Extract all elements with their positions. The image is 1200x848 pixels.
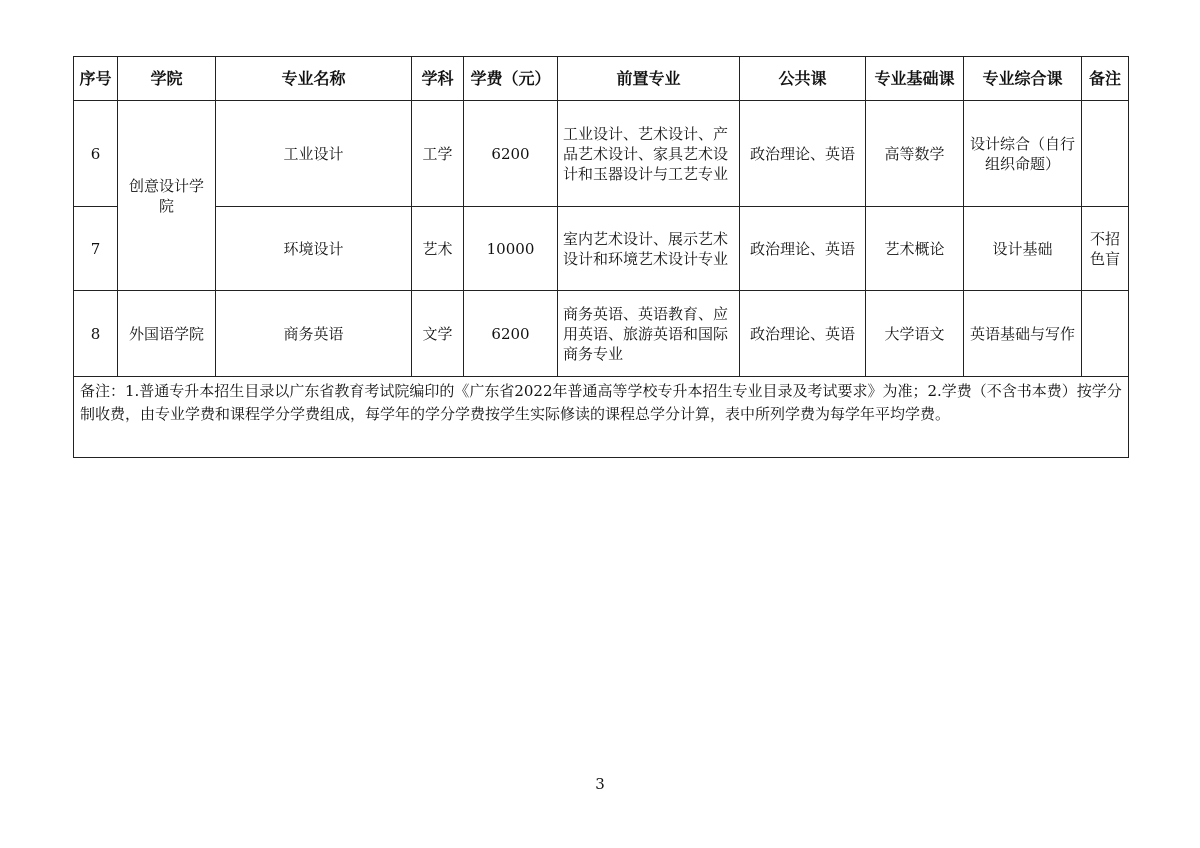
table-row [74, 207, 1129, 291]
enrollment-table [73, 56, 1129, 458]
basic-course-cell: 高等数学 [866, 101, 964, 207]
note-row [74, 377, 1129, 458]
table-note: 备注：1.普通专升本招生目录以广东省教育考试院编印的《广东省2022年普通高等学校专升本招生专业目录及考试要求》为准；2.学费（不含书本费）按学分制收费，由专业学费和课程学分学费组成，每学年的学分学费按学生实际修读的课程总学分计算，表中所列学费为每学年平均学费。 [74, 377, 1129, 458]
prior-major-cell: 室内艺术设计、展示艺术设计和环境艺术设计专业 [558, 207, 740, 291]
seq-cell: 8 [74, 291, 118, 377]
remark-cell [1082, 101, 1129, 207]
seq-cell: 7 [74, 207, 118, 291]
fee-cell: 6200 [464, 291, 558, 377]
prior-major-cell: 商务英语、英语教育、应用英语、旅游英语和国际商务专业 [558, 291, 740, 377]
discipline-cell: 艺术 [412, 207, 464, 291]
major-cell: 工业设计 [216, 101, 412, 207]
table-header-row [74, 57, 1129, 101]
college-cell: 外国语学院 [118, 291, 216, 377]
college-cell: 创意设计学院 [118, 101, 216, 291]
fee-cell: 6200 [464, 101, 558, 207]
table-row [74, 101, 1129, 207]
header-cell: 前置专业 [558, 57, 740, 101]
header-cell: 专业名称 [216, 57, 412, 101]
basic-course-cell: 艺术概论 [866, 207, 964, 291]
major-cell: 商务英语 [216, 291, 412, 377]
public-course-cell: 政治理论、英语 [740, 101, 866, 207]
header-cell: 学科 [412, 57, 464, 101]
page-number: 3 [595, 775, 605, 793]
header-cell: 专业综合课 [964, 57, 1082, 101]
table-row [74, 291, 1129, 377]
basic-course-cell: 大学语文 [866, 291, 964, 377]
public-course-cell: 政治理论、英语 [740, 207, 866, 291]
fee-cell: 10000 [464, 207, 558, 291]
comprehensive-course-cell: 英语基础与写作 [964, 291, 1082, 377]
remark-cell: 不招色盲 [1082, 207, 1129, 291]
major-cell: 环境设计 [216, 207, 412, 291]
discipline-cell: 工学 [412, 101, 464, 207]
header-cell: 学院 [118, 57, 216, 101]
header-cell: 备注 [1082, 57, 1129, 101]
header-cell: 专业基础课 [866, 57, 964, 101]
prior-major-cell: 工业设计、艺术设计、产品艺术设计、家具艺术设计和玉器设计与工艺专业 [558, 101, 740, 207]
header-cell: 公共课 [740, 57, 866, 101]
comprehensive-course-cell: 设计综合（自行组织命题） [964, 101, 1082, 207]
public-course-cell: 政治理论、英语 [740, 291, 866, 377]
header-cell: 学费（元） [464, 57, 558, 101]
seq-cell: 6 [74, 101, 118, 207]
comprehensive-course-cell: 设计基础 [964, 207, 1082, 291]
remark-cell [1082, 291, 1129, 377]
header-cell: 序号 [74, 57, 118, 101]
discipline-cell: 文学 [412, 291, 464, 377]
